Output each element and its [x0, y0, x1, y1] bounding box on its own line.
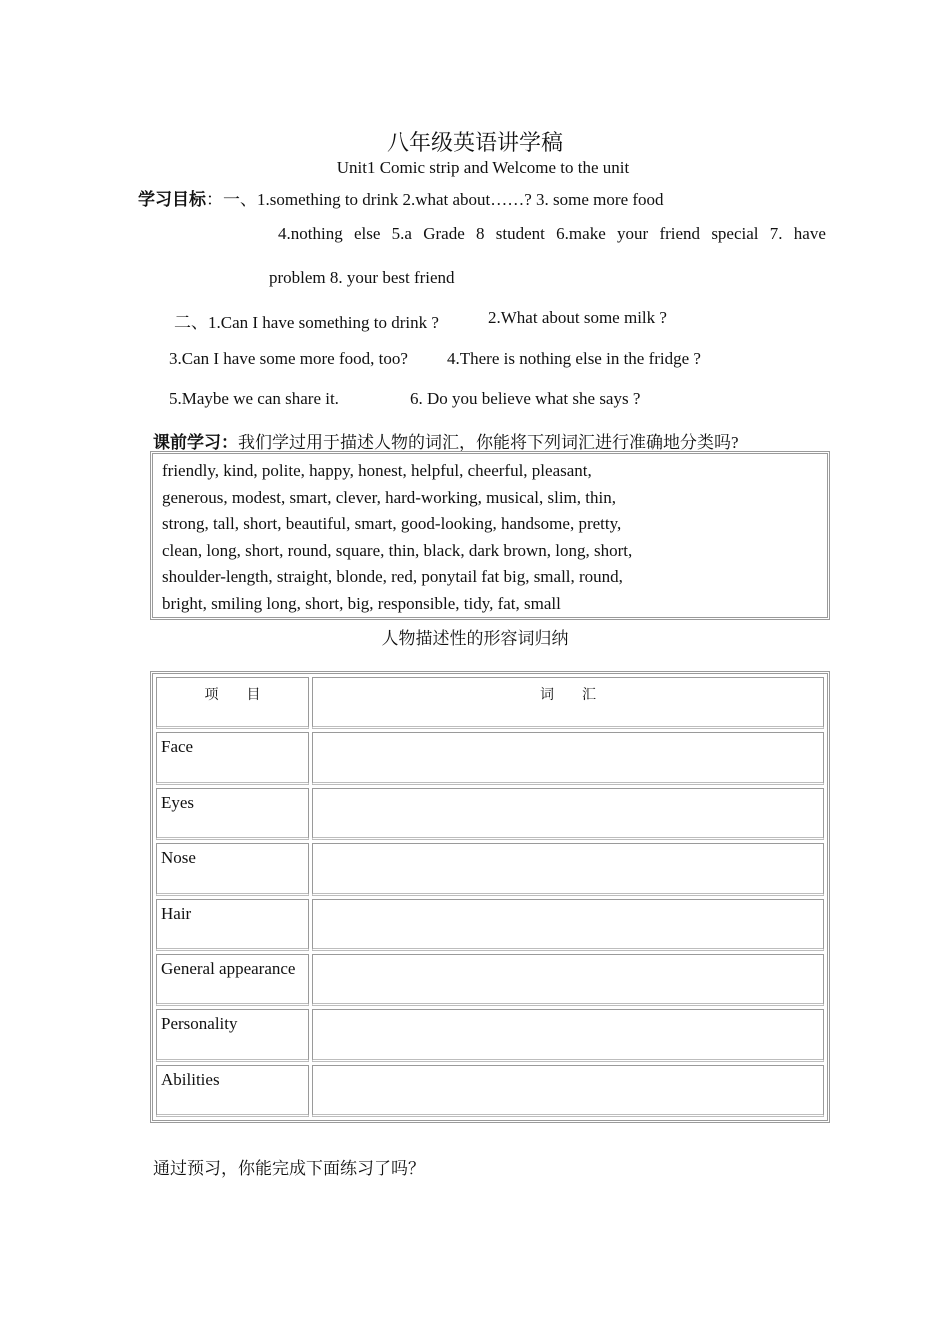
- goal-word: friend: [659, 224, 701, 243]
- goal-word: Grade: [423, 224, 465, 243]
- preview-heading: [153, 428, 739, 453]
- goals-line-2: [278, 224, 826, 244]
- sentence-2: 2.What about some milk ?: [488, 308, 667, 327]
- preview-question: 我们学过用于描述人物的词汇，你能将下列词汇进行准确地分类吗?: [238, 433, 739, 452]
- table-row: [156, 899, 824, 951]
- vocabulary-box: [150, 451, 830, 620]
- row-answer-cell[interactable]: [312, 954, 824, 1006]
- row-answer-cell[interactable]: [312, 843, 824, 895]
- goal-word: 5.a: [391, 224, 412, 243]
- table-caption: 人物描述性的形容词归纳: [381, 629, 569, 648]
- row-label: Personality: [156, 1009, 309, 1061]
- table-row: [156, 732, 824, 784]
- table-row: [156, 1065, 824, 1117]
- row-answer-cell[interactable]: [312, 732, 824, 784]
- vocab-line: shoulder-length, straight, blonde, red, ponytail fat big, small, round,: [162, 567, 623, 586]
- goal-word: 4.nothing: [278, 224, 343, 243]
- vocab-line: generous, modest, smart, clever, hard-working, musical, slim, thin,: [162, 488, 616, 507]
- vocab-line: strong, tall, short, beautiful, smart, good-looking, handsome, pretty,: [162, 514, 622, 533]
- goal-word: 6.make: [556, 224, 606, 243]
- row-label: Nose: [156, 843, 309, 895]
- row-label: General appearance: [156, 954, 309, 1006]
- row-label: Eyes: [156, 788, 309, 840]
- vocab-line: friendly, kind, polite, happy, honest, helpful, cheerful, pleasant,: [162, 461, 592, 480]
- sentence-6: 6. Do you believe what she says ?: [410, 389, 641, 408]
- table-row: [156, 788, 824, 840]
- goals-line-3: problem 8. your best friend: [269, 268, 455, 287]
- row-answer-cell[interactable]: [312, 1065, 824, 1117]
- page-title: 八年级英语讲学稿: [386, 130, 563, 155]
- goals-text-1: 一、1.something to drink 2.what about……? 3. some more food: [223, 190, 664, 209]
- row-label: Abilities: [156, 1065, 309, 1117]
- header-item: 项 目: [156, 677, 309, 729]
- row-answer-cell[interactable]: [312, 1009, 824, 1061]
- page-subtitle: Unit1 Comic strip and Welcome to the unit: [336, 158, 630, 177]
- sentence-1: 二、1.Can I have something to drink ?: [174, 313, 439, 332]
- table-header-row: [156, 677, 824, 729]
- row-label: Hair: [156, 899, 309, 951]
- goals-line-1: [138, 185, 664, 210]
- goals-colon: ：: [206, 190, 223, 209]
- table-row: [156, 954, 824, 1006]
- preview-label: 课前学习：: [153, 433, 238, 452]
- goal-word: 8: [476, 224, 485, 243]
- table-row: [156, 843, 824, 895]
- goals-label: 学习目标: [138, 190, 206, 209]
- goal-word: else: [353, 224, 381, 243]
- vocab-line: bright, smiling long, short, big, responsible, tidy, fat, small: [162, 594, 561, 613]
- sentence-3: 3.Can I have some more food, too?: [169, 349, 408, 368]
- row-answer-cell[interactable]: [312, 899, 824, 951]
- sentence-4: 4.There is nothing else in the fridge ?: [447, 349, 701, 368]
- row-label: Face: [156, 732, 309, 784]
- sentence-5: 5.Maybe we can share it.: [169, 389, 339, 408]
- classification-table: [150, 671, 830, 1123]
- goal-word: your: [617, 224, 649, 243]
- vocab-line: clean, long, short, round, square, thin, black, dark brown, long, short,: [162, 541, 633, 560]
- row-answer-cell[interactable]: [312, 788, 824, 840]
- goal-word: special: [711, 224, 759, 243]
- goal-word: 7.: [769, 224, 783, 243]
- footer-prompt: 通过预习，你能完成下面练习了吗？: [153, 1159, 425, 1178]
- goal-word: have: [793, 224, 826, 243]
- header-vocab: 词 汇: [312, 677, 824, 729]
- table-row: [156, 1009, 824, 1061]
- goal-word: student: [495, 224, 545, 243]
